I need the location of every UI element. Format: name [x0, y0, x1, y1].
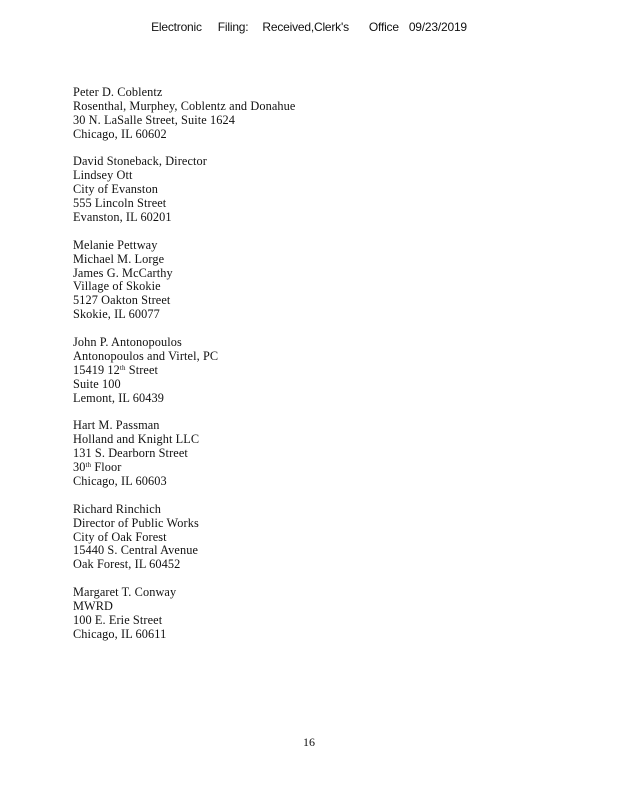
header-filing: Filing: — [217, 20, 249, 34]
page-number: 16 — [303, 735, 315, 749]
street-number: 15419 12 — [73, 362, 120, 377]
header-received-clerks: Received,Clerk's — [262, 20, 349, 34]
address-line: Antonopoulos and Virtel, PC — [73, 348, 219, 363]
address-line: Richard Rinchich — [73, 501, 161, 516]
address-block-conway — [73, 586, 553, 642]
address-line: Lindsey Ott — [73, 168, 133, 183]
address-line: David Stoneback, Director — [73, 154, 207, 169]
ordinal-suffix: th — [85, 461, 92, 470]
address-line: Lemont, IL 60439 — [73, 390, 164, 405]
address-line: City of Evanston — [73, 182, 158, 197]
street-suffix: Street — [125, 362, 159, 377]
address-line: Evanston, IL 60201 — [73, 210, 172, 225]
address-block-rinchich — [73, 503, 553, 572]
address-line: MWRD — [73, 598, 114, 613]
address-line: City of Oak Forest — [73, 529, 167, 544]
address-line: Skokie, IL 60077 — [73, 307, 160, 322]
address-block-stoneback — [73, 155, 553, 224]
ordinal-suffix: th — [119, 363, 126, 372]
filing-header — [0, 20, 618, 34]
address-line: Margaret T. Conway — [73, 585, 177, 600]
address-line: Holland and Knight LLC — [73, 432, 200, 447]
service-list — [73, 86, 553, 656]
address-line: Michael M. Lorge — [73, 251, 165, 266]
address-block-coblentz — [73, 86, 553, 142]
address-block-pettway — [73, 239, 553, 322]
address-line-floor — [73, 461, 553, 475]
header-office: Office — [368, 20, 399, 34]
address-line: Chicago, IL 60611 — [73, 626, 167, 641]
address-line: James G. McCarthy — [73, 265, 173, 280]
address-line: 100 E. Erie Street — [73, 612, 163, 627]
address-line: Village of Skokie — [73, 279, 161, 294]
address-line: 15440 S. Central Avenue — [73, 543, 199, 558]
floor-number: 30 — [73, 460, 86, 475]
address-line: Hart M. Passman — [73, 418, 160, 433]
address-line: 131 S. Dearborn Street — [73, 446, 188, 461]
address-line: Director of Public Works — [73, 515, 199, 530]
address-line: 555 Lincoln Street — [73, 196, 167, 211]
address-line: Chicago, IL 60602 — [73, 126, 167, 141]
address-line: Chicago, IL 60603 — [73, 473, 167, 488]
header-date: 09/23/2019 — [408, 20, 467, 34]
address-line: 30 N. LaSalle Street, Suite 1624 — [73, 112, 236, 127]
address-line: Melanie Pettway — [73, 237, 158, 252]
address-line: Oak Forest, IL 60452 — [73, 557, 181, 572]
address-block-passman — [73, 419, 553, 488]
address-line: John P. Antonopoulos — [73, 335, 182, 350]
address-line-street — [73, 364, 553, 378]
address-block-antonopoulos — [73, 336, 553, 405]
address-line: Rosenthal, Murphey, Coblentz and Donahue — [73, 98, 296, 113]
header-electronic: Electronic — [151, 20, 202, 34]
address-line: Peter D. Coblentz — [73, 85, 163, 99]
address-line: Suite 100 — [73, 376, 121, 391]
address-line: 5127 Oakton Street — [73, 293, 171, 308]
floor-suffix: Floor — [91, 460, 122, 475]
